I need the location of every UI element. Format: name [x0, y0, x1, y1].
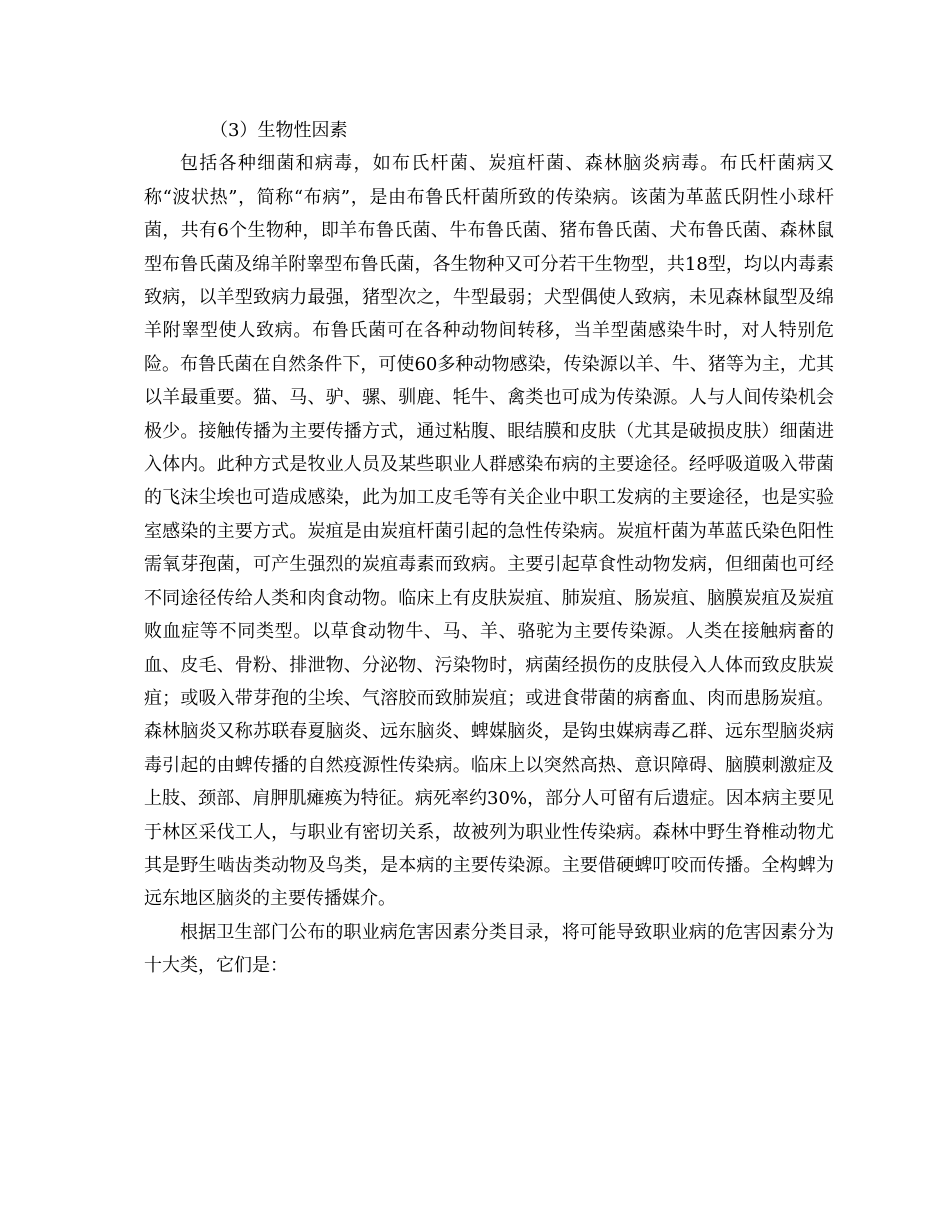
paragraph-classification: 根据卫生部门公布的职业病危害因素分类目录，将可能导致职业病的危害因素分为十大类，它们是：	[144, 921, 834, 977]
section-heading: （3）生物性因素	[210, 120, 348, 141]
document-body	[144, 114, 834, 983]
paragraph-biological-factors: 包括各种细菌和病毒，如布氏杆菌、炭疽杆菌、森林脑炎病毒。布氏杆菌病又称“波状热”，简称“布病”，是由布鲁氏杆菌所致的传染病。该菌为革蓝氏阴性小球杆菌，共有6个生物种，即羊布鲁氏菌、牛布鲁氏菌、猪布鲁氏菌、犬布鲁氏菌、森林鼠型布鲁氏菌及绵羊附睾型布鲁氏菌，各生物种又可分若干生物型，共18型，均以内毒素致病，以羊型致病力最强，猪型次之，牛型最弱；犬型偶使人致病，未见森林鼠型及绵羊附睾型使人致病。布鲁氏菌可在各种动物间转移，当羊型菌感染牛时，对人特别危险。布鲁氏菌在自然条件下，可使60多种动物感染，传染源以羊、牛、猪等为主，尤其以羊最重要。猫、马、驴、骡、驯鹿、牦牛、禽类也可成为传染源。人与人间传染机会极少。接触传播为主要传播方式，通过粘腹、眼结膜和皮肤（尤其是破损皮肤）细菌进入体内。此种方式是牧业人员及某些职业人群感染布病的主要途径。经呼吸道吸入带菌的飞沫尘埃也可造成感染，此为加工皮毛等有关企业中职工发病的主要途径，也是实验室感染的主要方式。炭疽是由炭疽杆菌引起的急性传染病。炭疽杆菌为革蓝氏染色阳性需氧芽孢菌，可产生强烈的炭疽毒素而致病。主要引起草食性动物发病，但细菌也可经不同途径传给人类和肉食动物。临床上有皮肤炭疽、肺炭疽、肠炭疽、脑膜炭疽及炭疽败血症等不同类型。以草食动物牛、马、羊、骆驼为主要传染源。人类在接触病畜的血、皮毛、骨粉、排泄物、分泌物、污染物时，病菌经损伤的皮肤侵入人体而致皮肤炭疽；或吸入带芽孢的尘埃、气溶胶而致肺炭疽；或进食带菌的病畜血、肉而患肠炭疽。森林脑炎又称苏联春夏脑炎、远东脑炎、蜱媒脑炎，是钩虫媒病毒乙群、远东型脑炎病毒引起的由蜱传播的自然疫源性传染病。临床上以突然高热、意识障碍、脑膜刺激症及上肢、颈部、肩胛肌瘫痪为特征。病死率约30%，部分人可留有后遗症。因本病主要见于林区采伐工人，与职业有密切关系，故被列为职业性传染病。森林中野生脊椎动物尤其是野生啮齿类动物及鸟类，是本病的主要传染源。主要借硬蜱叮咬而传播。全构蜱为远东地区脑炎的主要传播媒介。	[144, 153, 834, 910]
